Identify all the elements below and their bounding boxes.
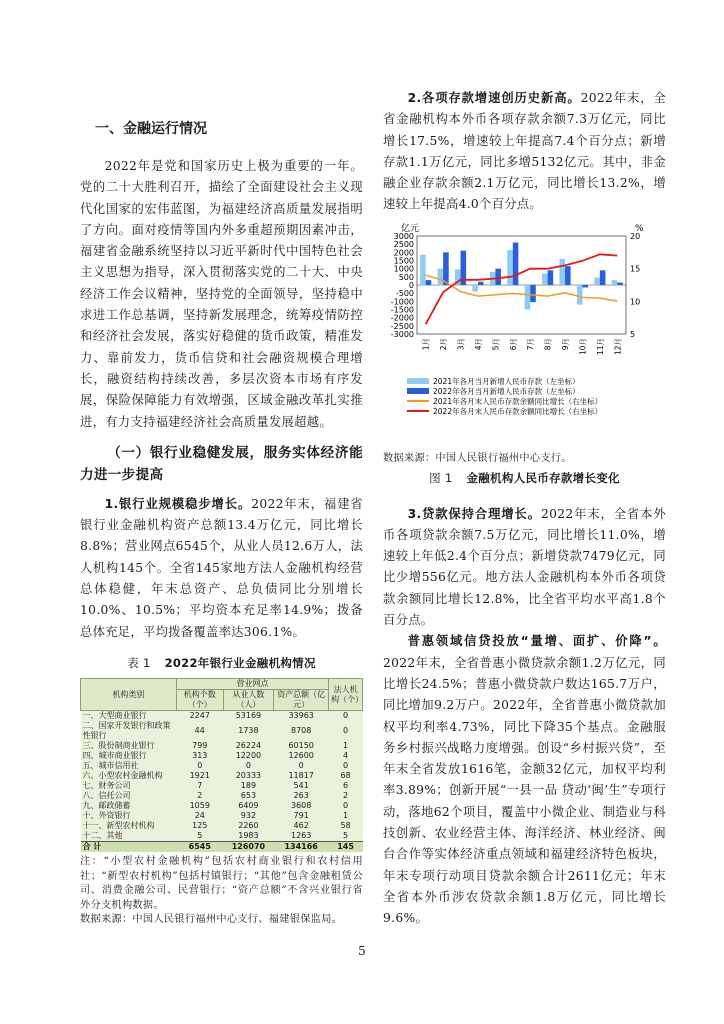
x-tick-label: 12月 [613,337,623,355]
table-cell-name: 七、财务公司 [81,781,177,791]
x-tick-label: 10月 [578,337,588,355]
figure-number: 图 1 [429,471,453,486]
table-row [81,811,363,821]
table-row [81,721,363,741]
right-tick-label: 5 [630,329,636,339]
paragraph-loans [383,504,666,632]
table-cell-legal: 1 [329,811,363,821]
bar-2021-1 [420,255,426,285]
table-cell-legal: 4 [329,751,363,761]
table-cell-legal: 0 [329,801,363,811]
figure-title: 金融机构人民币存款增长变化 [466,471,620,486]
table-source: 数据来源：中国人民银行福州中心支行、福建银保监局。 [80,914,343,926]
table-cell-outlets: 799 [176,741,223,751]
line-2021-growth [426,275,618,301]
table-total-row [81,842,363,853]
table-cell-assets: 541 [274,781,329,791]
bar-2022-10 [582,285,588,287]
table-cell-legal: 1 [329,741,363,751]
left-tick-label: -2500 [390,321,414,331]
table-cell-legal: 145 [329,842,363,853]
table-caption [80,653,363,674]
deposit-growth-chart-svg [383,222,666,450]
paragraph-body: 2022年末，全省普惠小微贷款余额1.2万亿元，同比增长24.5%；普惠小微贷款户数达165.7万户，同比增加9.2万户。2022年，全省普惠小微贷款加权平均利率4.73%，同比下降35个基点。金融服务乡村振兴战略力度增强。创设“乡村振兴贷”，至年末全省发放1616笔，金额32亿元，加权平均利率3.89%；创新开展“一县一品 贷动‘闽’生”专项行动，落地62个项目，覆盖中小微企业、制造业与科技创新、农业经营主体、海洋经济、林业经济、闽台合作等实体经济重点领域和福建经济特色板块，年末专项行动项目贷款余额合计2611亿元；年末全省本外币涉农贷款余额1.8万亿元，同比增长9.6%。 [383,655,666,926]
x-tick-label: 9月 [561,337,571,351]
legend-label-2: 2021年各月末人民币存款余额同比增长（右坐标） [433,396,603,406]
table-cell-outlets: 1921 [176,771,223,781]
table-cell-assets: 3608 [274,801,329,811]
legend-swatch-0 [407,378,429,384]
table-cell-assets: 0 [274,761,329,771]
table-cell-outlets: 6545 [176,842,223,853]
left-tick-label: 2000 [393,248,414,258]
table-cell-outlets: 44 [176,721,223,741]
x-tick-label: 5月 [491,337,501,351]
table-row [81,751,363,761]
paragraph-inclusive-finance [383,631,666,929]
table-cell-assets: 134166 [274,842,329,853]
table-number: 表 1 [127,655,151,670]
table-cell-outlets: 125 [176,821,223,831]
col-group-outlets: 营业网点 [176,679,328,690]
col-header-type: 机构类别 [81,679,177,711]
left-tick-label: 3000 [393,231,414,241]
legend-swatch-1 [407,388,429,394]
table-note: 注：“小型农村金融机构”包括农村商业银行和农村信用社；“新型农村机构”包括村镇银行；“其他”包含金融租赁公司、消费金融公司、民营银行；“资产总额”不含兴业银行省外分支机构数据。 [80,856,363,911]
paragraph-banking-scale [80,494,363,643]
table-row [81,781,363,791]
bar-2022-1 [426,280,432,285]
table-cell-assets: 33963 [274,711,329,722]
table-cell-name: 十一、新型农村机构 [81,821,177,831]
col-header-legal: 法人机构（个） [329,679,363,711]
table-cell-staff: 6409 [223,801,274,811]
table-cell-staff: 1738 [223,721,274,741]
bar-2021-6 [507,250,513,285]
table-cell-assets: 462 [274,821,329,831]
x-tick-label: 1月 [421,337,431,351]
x-tick-label: 11月 [595,337,605,355]
table-title: 2022年银行业金融机构情况 [164,655,316,670]
bar-2021-2 [438,268,444,284]
legend-label-0: 2021年各月当月新增人民币存款（左坐标） [433,376,580,386]
left-column [80,156,363,928]
left-axis-unit: 亿元 [401,223,420,234]
left-tick-label: -500 [395,288,414,298]
table-cell-assets: 11817 [274,771,329,781]
table-row [81,801,363,811]
paragraph-body: 2022年末，全省本外币各项贷款余额7.5万亿元，同比增长11.0%，增速较上年低2.4个百分点；新增贷款7479亿元，同比少增556亿元。地方法人金融机构本外币各项贷款余额同比增长12.8%，比全省平均水平高1.8个百分点。 [383,506,666,628]
table-cell-name: 九、邮政储蓄 [81,801,177,811]
bar-2021-10 [577,285,583,305]
table-cell-name: 十二、其他 [81,831,177,842]
banking-institutions-table [80,678,363,852]
left-tick-label: 2500 [393,239,414,249]
table-cell-outlets: 0 [176,761,223,771]
bar-2021-11 [594,277,600,284]
table-cell-name: 一、大型商业银行 [81,711,177,722]
table-cell-outlets: 5 [176,831,223,842]
table-cell-legal: 68 [329,771,363,781]
table-cell-assets: 60150 [274,741,329,751]
left-tick-label: 1000 [393,264,414,274]
table-cell-assets: 263 [274,791,329,801]
left-tick-label: -1000 [390,297,414,307]
right-tick-label: 10 [630,297,641,307]
table-row [81,821,363,831]
col-header-assets: 资产总额（亿元） [274,690,329,711]
bar-2022-4 [478,282,484,285]
bar-2022-6 [513,242,519,284]
figure-caption [383,468,666,489]
right-axis-unit: % [635,223,644,234]
table-cell-name: 八、信托公司 [81,791,177,801]
table-row [81,761,363,771]
bar-2022-5 [495,268,501,284]
bar-2021-9 [559,259,565,285]
col-header-outlets: 机构个数（个） [176,690,223,711]
table-cell-assets: 791 [274,811,329,821]
bar-2022-7 [530,285,536,302]
section-title: 一、金融运行情况 [95,121,207,137]
bar-2022-12 [617,282,623,284]
table-cell-staff: 126070 [223,842,274,853]
table-body [81,711,363,853]
table-cell-legal: 2 [329,791,363,801]
bar-2022-8 [548,270,554,285]
bar-2021-7 [525,285,531,310]
table-cell-staff: 2260 [223,821,274,831]
x-tick-label: 8月 [543,337,553,351]
paragraph-lead: 1.银行业规模稳步增长。 [104,496,252,511]
chart-source: 数据来源：中国人民银行福州中心支行。 [383,452,572,464]
table-cell-assets: 12600 [274,751,329,761]
bar-2021-12 [612,280,618,285]
line-2022-growth [426,254,618,324]
table-cell-legal: 5 [329,831,363,842]
table-cell-staff: 53169 [223,711,274,722]
table-row [81,711,363,722]
table-cell-outlets: 1059 [176,801,223,811]
paragraph-lead: 2.各项存款增速创历史新高。 [407,91,581,105]
bar-2022-11 [600,270,606,285]
legend-label-3: 2022年各月末人民币存款余额同比增长（右坐标） [433,406,603,416]
table-cell-name: 二、国家开发银行和政策性银行 [81,721,177,741]
table-row [81,791,363,801]
left-tick-label: -2000 [390,313,414,323]
left-tick-label: 1500 [393,256,414,266]
table-row [81,771,363,781]
x-tick-label: 4月 [473,337,483,351]
table-cell-legal: 0 [329,711,363,722]
col-header-staff: 从业人数（人） [223,690,274,711]
right-column [383,88,666,930]
table-cell-outlets: 7 [176,781,223,791]
table-cell-assets: 8708 [274,721,329,741]
x-tick-label: 6月 [508,337,518,351]
bar-2021-4 [472,285,478,292]
table-cell-name: 四、城市商业银行 [81,751,177,761]
x-tick-label: 2月 [439,337,449,351]
table-cell-staff: 1983 [223,831,274,842]
table-row [81,741,363,751]
table-cell-legal: 58 [329,821,363,831]
table-cell-staff: 26224 [223,741,274,751]
left-tick-label: -3000 [390,329,414,339]
table-cell-outlets: 24 [176,811,223,821]
x-tick-label: 7月 [526,337,536,351]
table-cell-outlets: 313 [176,751,223,761]
table-cell-name: 合 计 [81,842,177,853]
subsection-title: （一）银行业稳健发展，服务实体经济能力进一步提高 [80,444,363,483]
table-cell-assets: 1263 [274,831,329,842]
bar-2022-9 [565,266,571,285]
table-row [81,831,363,842]
paragraph-body: 2022年末，全省金融机构本外币各项存款余额7.3万亿元，同比增长17.5%，增速较上年提高7.4个百分点；新增存款1.1万亿元，同比多增5132亿元。其中，非金融企业存款余额2.1万亿元，同比增长13.2%，增速较上年提高4.0个百分点。 [383,91,666,212]
paragraph-lead: 3.贷款保持合理增长。 [407,506,541,521]
page-number: 5 [358,944,366,958]
table-cell-name: 五、城市信用社 [81,761,177,771]
right-tick-label: 15 [630,264,641,274]
bar-2021-8 [542,273,548,284]
paragraph-lead: 普惠领域信贷投放“量增、面扩、价降”。 [407,634,666,649]
table-cell-outlets: 2247 [176,711,223,722]
table-cell-staff: 20333 [223,771,274,781]
deposit-chart [383,222,666,450]
table-cell-legal: 0 [329,721,363,741]
table-cell-legal: 6 [329,781,363,791]
intro-paragraph: 2022年是党和国家历史上极为重要的一年。党的二十大胜利召开，描绘了全面建设社会主义现代化国家的宏伟蓝图，为福建经济高质量发展指明了方向。面对疫情等国内外多重超预期因素冲击，福建省金融系统坚持以习近平新时代中国特色社会主义思想为指导，深入贯彻落实党的二十大、中央经济工作会议精神，坚持党的全面领导，坚持稳中求进工作总基调，坚持新发展理念，统筹疫情防控和经济社会发展，落实好稳健的货币政策，精准发力、靠前发力，货币信贷和社会融资规模合理增长，融资结构持续改善，多层次资本市场有序发展，保险保障能力有效增强，区域金融改革扎实推进，有力支持福建经济社会高质量发展超越。 [80,159,363,429]
right-tick-label: 20 [630,231,641,241]
left-tick-label: -1500 [390,305,414,315]
table-cell-name: 六、小型农村金融机构 [81,771,177,781]
table-cell-name: 十、外资银行 [81,811,177,821]
paragraph-body: 2022年末，福建省银行业金融机构资产总额13.4万亿元，同比增长8.8%；营业网点6545个，从业人员12.6万人，法人机构145个。全省145家地方法人金融机构经营总体稳健，年末总资产、总负债同比分别增长10.0%、10.5%；平均资本充足率14.9%；拨备总体充足，平均拨备覆盖率达306.1%。 [80,496,364,639]
x-tick-label: 3月 [456,337,466,351]
left-tick-label: 500 [398,272,414,282]
table-cell-staff: 0 [223,761,274,771]
paragraph-deposits [383,88,666,216]
legend-label-1: 2022年各月当月新增人民币存款（左坐标） [433,386,580,396]
table-cell-staff: 653 [223,791,274,801]
table-cell-legal: 0 [329,761,363,771]
table-cell-staff: 189 [223,781,274,791]
table-cell-name: 三、股份制商业银行 [81,741,177,751]
table-cell-staff: 932 [223,811,274,821]
left-tick-label: 0 [408,280,414,290]
table-cell-staff: 12200 [223,751,274,761]
table-cell-outlets: 2 [176,791,223,801]
